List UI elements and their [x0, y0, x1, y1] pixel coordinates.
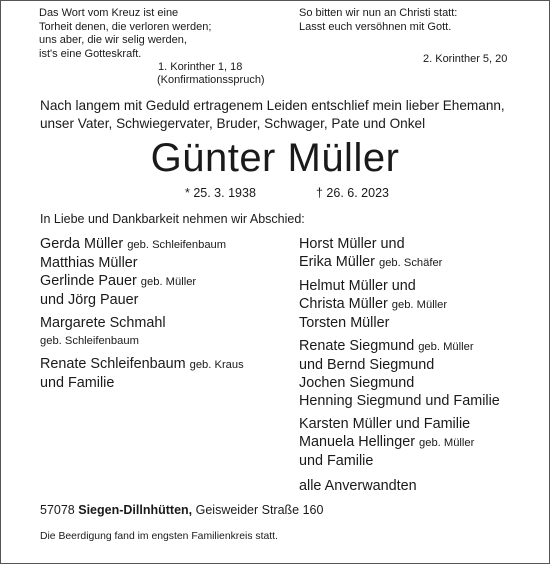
intro-line: Nach langem mit Geduld ertragenem Leiden entschlief mein lieber Ehemann,: [40, 98, 505, 113]
mourner-name: und Familie: [299, 453, 374, 469]
death-date: † 26. 6. 2023: [316, 186, 389, 200]
birth-date: * 25. 3. 1938: [185, 186, 256, 200]
mourner-name: Gerlinde Pauer: [40, 273, 137, 289]
mourner-entry: [40, 291, 244, 309]
mourner-name: Renate Siegmund: [299, 338, 415, 354]
verse-left-line: Torheit denen, die verloren werden;: [39, 20, 212, 33]
mourner-note: geb. Schäfer: [378, 257, 443, 269]
mourner-name: Margarete Schmahl: [40, 315, 166, 331]
verse-right-reference: 2. Korinther 5, 20: [423, 53, 508, 65]
verse-left-line: Das Wort vom Kreuz ist eine: [39, 7, 179, 19]
mourner-entry: [299, 477, 500, 495]
mourner-note: geb. Müller: [140, 276, 197, 288]
mourner-entry: [299, 392, 500, 410]
mourner-name: alle Anverwandten: [299, 478, 417, 494]
mourner-entry: [40, 272, 244, 291]
mourner-entry: [299, 415, 500, 433]
mourner-entry: [299, 452, 500, 470]
mourner-note: geb. Kraus: [189, 359, 244, 371]
mourner-name: Helmut Müller und: [299, 278, 416, 294]
deceased-name: Günter Müller: [150, 136, 400, 180]
mourner-entry: [40, 332, 244, 350]
mourner-entry: [299, 433, 500, 452]
mourner-note: geb. Schleifenbaum: [127, 239, 227, 251]
mourner-name: Christa Müller: [299, 296, 388, 312]
mourner-name: Gerda Müller: [40, 236, 124, 252]
funeral-note: Die Beerdigung fand im engsten Familienkreis statt.: [40, 531, 278, 542]
mourner-entry: [299, 295, 500, 314]
verse-right: [299, 7, 457, 34]
mourner-name: Jochen Siegmund: [299, 375, 415, 391]
mourner-entry: [299, 356, 500, 374]
mourner-name: und Familie: [40, 375, 115, 391]
mourner-name: Horst Müller und: [299, 236, 405, 252]
mourner-entry: [299, 374, 500, 392]
mourners-left: [40, 235, 244, 392]
mourner-entry: [299, 277, 500, 295]
verse-left: [39, 7, 211, 61]
address-street: Geisweider Straße 160: [195, 503, 324, 517]
mourner-note: geb. Müller: [391, 299, 448, 311]
mourner-name: und Jörg Pauer: [40, 292, 139, 308]
mourner-entry: [299, 235, 500, 253]
verse-left-reference: 1. Korinther 1, 18: [158, 61, 243, 73]
mourner-entry: [299, 253, 500, 272]
mourner-entry: [40, 235, 244, 254]
mourner-name: Karsten Müller und Familie: [299, 416, 471, 432]
mourner-entry: [40, 374, 244, 392]
farewell-line: In Liebe und Dankbarkeit nehmen wir Abschied:: [40, 212, 305, 226]
mourner-name: Erika Müller: [299, 254, 375, 270]
mourner-name: Torsten Müller: [299, 315, 390, 331]
mourner-note: geb. Müller: [418, 341, 474, 353]
mourner-entry: [40, 314, 244, 332]
mourner-note: geb. Schleifenbaum: [40, 335, 139, 347]
mourner-entry: [40, 254, 244, 272]
verse-left-reference-note: (Konfirmationsspruch): [157, 74, 265, 86]
verse-right-line: Lasst euch versöhnen mit Gott.: [299, 20, 452, 33]
mourner-entry: [40, 355, 244, 374]
mourner-note: geb. Müller: [419, 437, 475, 449]
address-city: Siegen-Dillnhütten,: [78, 503, 193, 517]
mourner-name: Manuela Hellinger: [299, 434, 415, 450]
address-postcode: 57078: [40, 503, 75, 517]
mourner-entry: [299, 314, 500, 332]
mourner-name: Henning Siegmund und Familie: [299, 393, 500, 409]
mourner-entry: [299, 337, 500, 356]
verse-left-line: uns aber, die wir selig werden,: [39, 34, 187, 47]
mourner-name: und Bernd Siegmund: [299, 357, 435, 373]
mourners-right: [299, 235, 500, 495]
verse-right-line: So bitten wir nun an Christi statt:: [299, 7, 458, 19]
mourner-name: Renate Schleifenbaum: [40, 356, 186, 372]
verse-left-line: ist's eine Gotteskraft.: [39, 47, 142, 60]
address-line: [40, 503, 323, 517]
intro-line: unser Vater, Schwiegervater, Bruder, Schwager, Pate und Onkel: [40, 116, 426, 131]
mourner-name: Matthias Müller: [40, 255, 138, 271]
intro-text: [40, 97, 505, 133]
